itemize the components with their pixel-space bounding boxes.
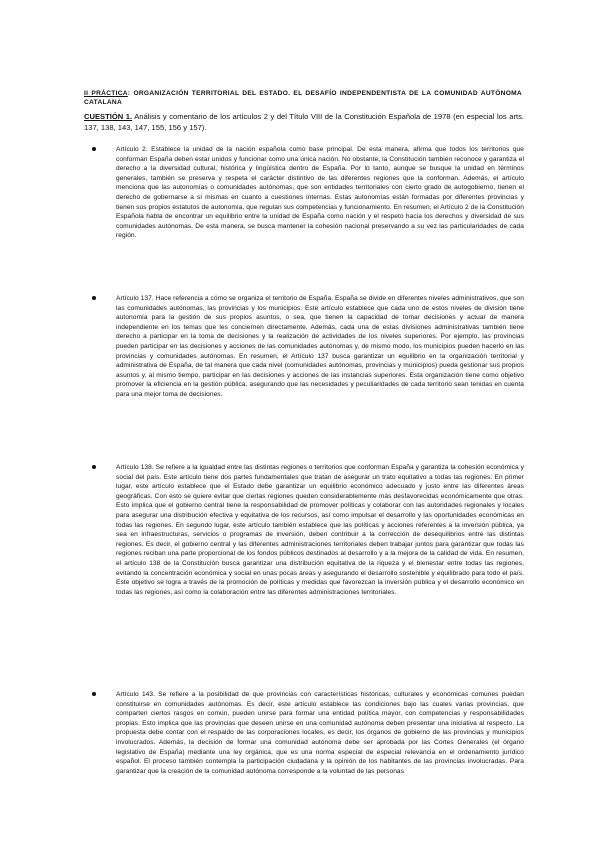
bullet-icon [92, 465, 96, 469]
list-item-article-143 [84, 690, 524, 776]
bullet-icon [92, 296, 96, 300]
practice-title-text: : ORGANIZACIÓN TERRITORIAL DEL ESTADO. EL DESAFÍO INDEPENDENTISTA DE LA COMUNIDAD AUTÓNOMA CATALANA [84, 90, 522, 106]
question-label: CUESTIÓN 1. [84, 112, 133, 121]
practice-title [84, 89, 522, 107]
list-item-article-2 [84, 145, 524, 241]
list-item-text: Artículo 137. Hace referencia a cómo se organiza el territorio de España. España se divide en diferentes niveles administrativos, que son las comunidades autónomas, las provincias y los municipios. Este artículo establece que cada uno de estos niveles de división tiene autonomía para la gestión de sus propios asuntos, o sea, que tienen la capacidad de tomar decisiones y actuar de manera independiente en los temas que les conciernen directamente. Además, cada una de estas divisiones administrativas también tiene derecho a participar en la toma de decisiones y la realización de actividades de los niveles superiores. Por ejemplo, las provincias pueden participar en las decisiones y acciones de las comunidades autónomas y, de mismo modo, los municipios pueden hacerlo en las provincias y comunidades autónomas. En resumen, el Artículo 137 busca garantizar un equilibrio en la organización territorial y administrativa de España, de tal manera que cada nivel (comunidades autónomas, provincias y municipios) pueda gestionar sus propios asuntos y, al mismo tiempo, participar en las decisiones y acciones de las instancias superiores. Esta organización tiene como objetivo promover la eficiencia en la gestión pública, asegurando que las necesidades y peculiaridades de cada territorio sean tenidas en cuenta para una mejor toma de decisiones. [116, 295, 524, 398]
list-item-article-138 [84, 463, 524, 597]
bullet-icon [92, 147, 96, 151]
practice-label: II PRÁCTICA [84, 90, 128, 97]
bullet-icon [92, 692, 96, 696]
list-item-text: Artículo 143. Se refiere a la posibilidad de que provincias con características históricas, culturales y económicas comunes puedan constituirse en comunidades autónomas. Es decir, este artículo establece las condiciones bajo las cuales varias provincias, que comparten ciertos rasgos en común, pueden unirse para formar una entidad política mayor, con competencias y responsabilidades propias. Esto implica que las provincias que deseen unirse en una comunidad autónoma deben presentar una iniciativa al respecto. La propuesta debe contar con el respaldo de las corporaciones locales, es decir, los órganos de gobierno de las provincias y municipios involucrados. Además, la decisión de formar una comunidad autónoma debe ser aprobada por las Cortes Generales (el órgano legislativo de España) mediante una ley orgánica, que es una norma especial de especial relevancia en el ordenamiento jurídico español. El proceso también contempla la participación ciudadana y la opinión de los habitantes de las provincias involucradas. Para garantizar que la creación de la comunidad autónoma corresponde a la voluntad de las personas [116, 691, 524, 775]
question-heading [84, 112, 524, 133]
list-item-text: Artículo 138. Se refiere a la igualdad entre las distintas regiones o territorios que conforman España y garantiza la cohesión económica y social del país. Este artículo tiene dos partes fundamentales que tratan de asegurar un trato equitativo a todas las regiones. En primer lugar, este artículo establece que el Estado debe garantizar un equilibrio económico adecuado y justo entre las diferentes áreas geográficas. Con esto se quiere evitar que ciertas regiones queden considerablemente más desfavorecidas económicamente que otras. Esto implica que el gobierno central tiene la responsabilidad de promover políticas y colaborar con las autoridades regionales y locales para asegurar una distribución efectiva y equitativa de los recursos, así como impulsar el desarrollo y las oportunidades económicas en todas las regiones. En segundo lugar, este artículo también establece que las políticas y acciones referentes a la inversión pública, ya sea en infraestructuras, servicios o programas de inversión, deben contribuir a la corrección de desequilibrios entre las distintas regiones. Es decir, el gobierno central y las diferentes administraciones territoriales deben trabajar juntos para garantizar que todas las regiones reciban una parte proporcional de los fondos públicos destinados al desarrollo y a la mejora de la calidad de vida. En resumen, el artículo 138 de la Constitución busca garantizar una distribución equitativa de la riqueza y el bienestar entre todas las regiones, evitando la concentración económica y social en unas pocas áreas y asegurando el desarrollo sostenible y equilibrado para todo el país. Este objetivo se logra a través de la promoción de políticas y medidas que favorezcan la inversión pública y el desarrollo económico en todas las regiones, así como la colaboración entre las diferentes administraciones territoriales. [116, 464, 524, 596]
list-item-text: Artículo 2. Establece la unidad de la nación española como base principal. De esta manera, afirma que todos los territorios que conforman España deben estar unidos y funcionar como una única nación. No obstante, la Constitución también reconoce y garantiza el derecho a la diversidad cultural, histórica y lingüística dentro de España. Por lo tanto, aunque se busque la unidad en términos generales, también se preserva y respeta el carácter distintivo de las diferentes regiones que la conforman. Además, el artículo menciona que las autonomías o comunidades autónomas, que son entidades territoriales con cierto grado de autogobierno, tienen el derecho de gobernarse a sí mismas en cuanto a cuestiones internas. Estas autonomías están formadas por diferentes provincias y tienen sus propios estatutos de autonomía, que regulan sus competencias y funcionamiento. En resumen, el Artículo 2 de la Constitución Española habla de encontrar un equilibrio entre la unidad de España como nación y el respeto hacia los derechos y diversidad de sus comunidades autónomas. De esta manera, se busca mantener la cohesión nacional preservando a su vez las particularidades de cada región. [116, 146, 524, 240]
question-text: Análisis y comentario de los artículos 2 y del Título VIII de la Constitución Española de 1978 (en especial los arts. 137, 138, 143, 147, 155, 156 y 157). [84, 112, 524, 132]
list-item-article-137 [84, 294, 524, 400]
